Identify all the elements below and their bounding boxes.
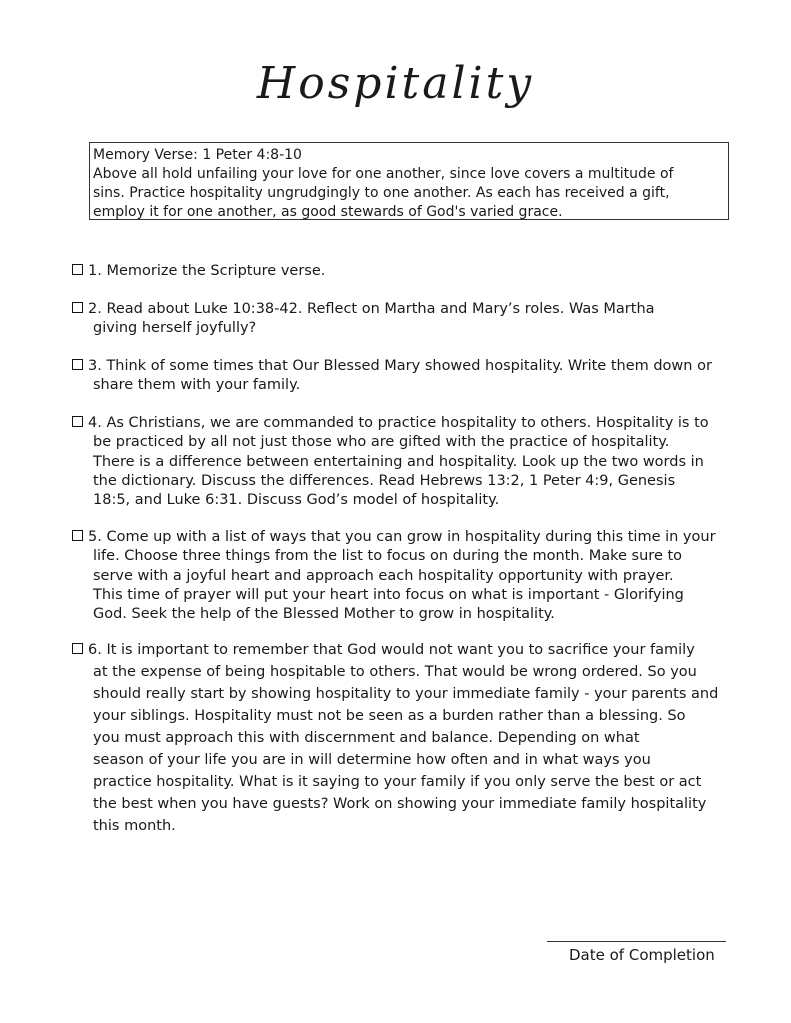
item-text: 5. Come up with a list of ways that you can grow in hospitality during this time in your (88, 529, 716, 545)
item-text: share them with your family. (93, 377, 301, 393)
memory-verse-box (89, 142, 729, 220)
checklist-item-2 (72, 300, 655, 338)
checkbox[interactable] (72, 416, 83, 427)
item-text: 6. It is important to remember that God would not want you to sacrifice your family (88, 642, 695, 658)
memory-verse-text-line: Above all hold unfailing your love for one another, since love covers a multitude of (93, 166, 674, 182)
item-text: the dictionary. Discuss the differences. Read Hebrews 13:2, 1 Peter 4:9, Genesis (93, 472, 676, 489)
item-text: be practiced by all not just those who are gifted with the practice of hospitality. (93, 434, 670, 451)
item-text: should really start by showing hospitality to your immediate family - your parents and (93, 686, 719, 702)
item-text: 4. As Christians, we are commanded to practice hospitality to others. Hospitality is to (88, 415, 709, 431)
item-text: you must approach this with discernment and balance. Depending on what (93, 730, 640, 746)
item-text: 2. Read about Luke 10:38-42. Reflect on Martha and Mary’s roles. Was Martha (88, 301, 655, 317)
checkbox[interactable] (72, 359, 83, 370)
item-text: this month. (93, 818, 176, 834)
memory-verse-reference: Memory Verse: 1 Peter 4:8-10 (93, 147, 302, 163)
checkbox[interactable] (72, 302, 83, 313)
item-text: God. Seek the help of the Blessed Mother to grow in hospitality. (93, 606, 555, 622)
item-text: serve with a joyful heart and approach each hospitality opportunity with prayer. (93, 567, 674, 584)
page-title: Hospitality (256, 58, 535, 109)
item-text: your siblings. Hospitality must not be seen as a burden rather than a blessing. So (93, 708, 686, 724)
checkbox[interactable] (72, 264, 83, 275)
item-text: There is a difference between entertaining and hospitality. Look up the two words in (93, 453, 704, 470)
checklist-item-1 (72, 262, 325, 281)
memory-verse-text-line: sins. Practice hospitality ungrudgingly to one another. As each has received a gift, (93, 185, 670, 201)
checklist-item-5 (72, 528, 716, 624)
item-text: 1. Memorize the Scripture verse. (88, 263, 326, 279)
item-text: season of your life you are in will determine how often and in what ways you (93, 752, 651, 768)
item-text: life. Choose three things from the list to focus on during the month. Make sure to (93, 548, 683, 565)
completion-date-line[interactable] (547, 941, 726, 942)
item-text: practice hospitality. What is it saying to your family if you only serve the best or act (93, 774, 702, 790)
memory-verse-text-line: employ it for one another, as good stewards of God's varied grace. (93, 204, 563, 220)
item-text: This time of prayer will put your heart into focus on what is important - Glorifying (93, 586, 684, 603)
checklist-item-6 (72, 639, 718, 837)
completion-date-label: Date of Completion (569, 946, 715, 964)
checkbox[interactable] (72, 530, 83, 541)
checklist-item-3 (72, 357, 712, 395)
item-text: at the expense of being hospitable to others. That would be wrong ordered. So you (93, 664, 697, 680)
item-text: giving herself joyfully? (93, 320, 257, 336)
item-text: the best when you have guests? Work on showing your immediate family hospitality (93, 796, 707, 812)
item-text: 3. Think of some times that Our Blessed Mary showed hospitality. Write them down or (88, 358, 712, 374)
checkbox[interactable] (72, 643, 83, 654)
checklist-item-4 (72, 414, 709, 510)
item-text: 18:5, and Luke 6:31. Discuss God’s model of hospitality. (93, 492, 500, 508)
